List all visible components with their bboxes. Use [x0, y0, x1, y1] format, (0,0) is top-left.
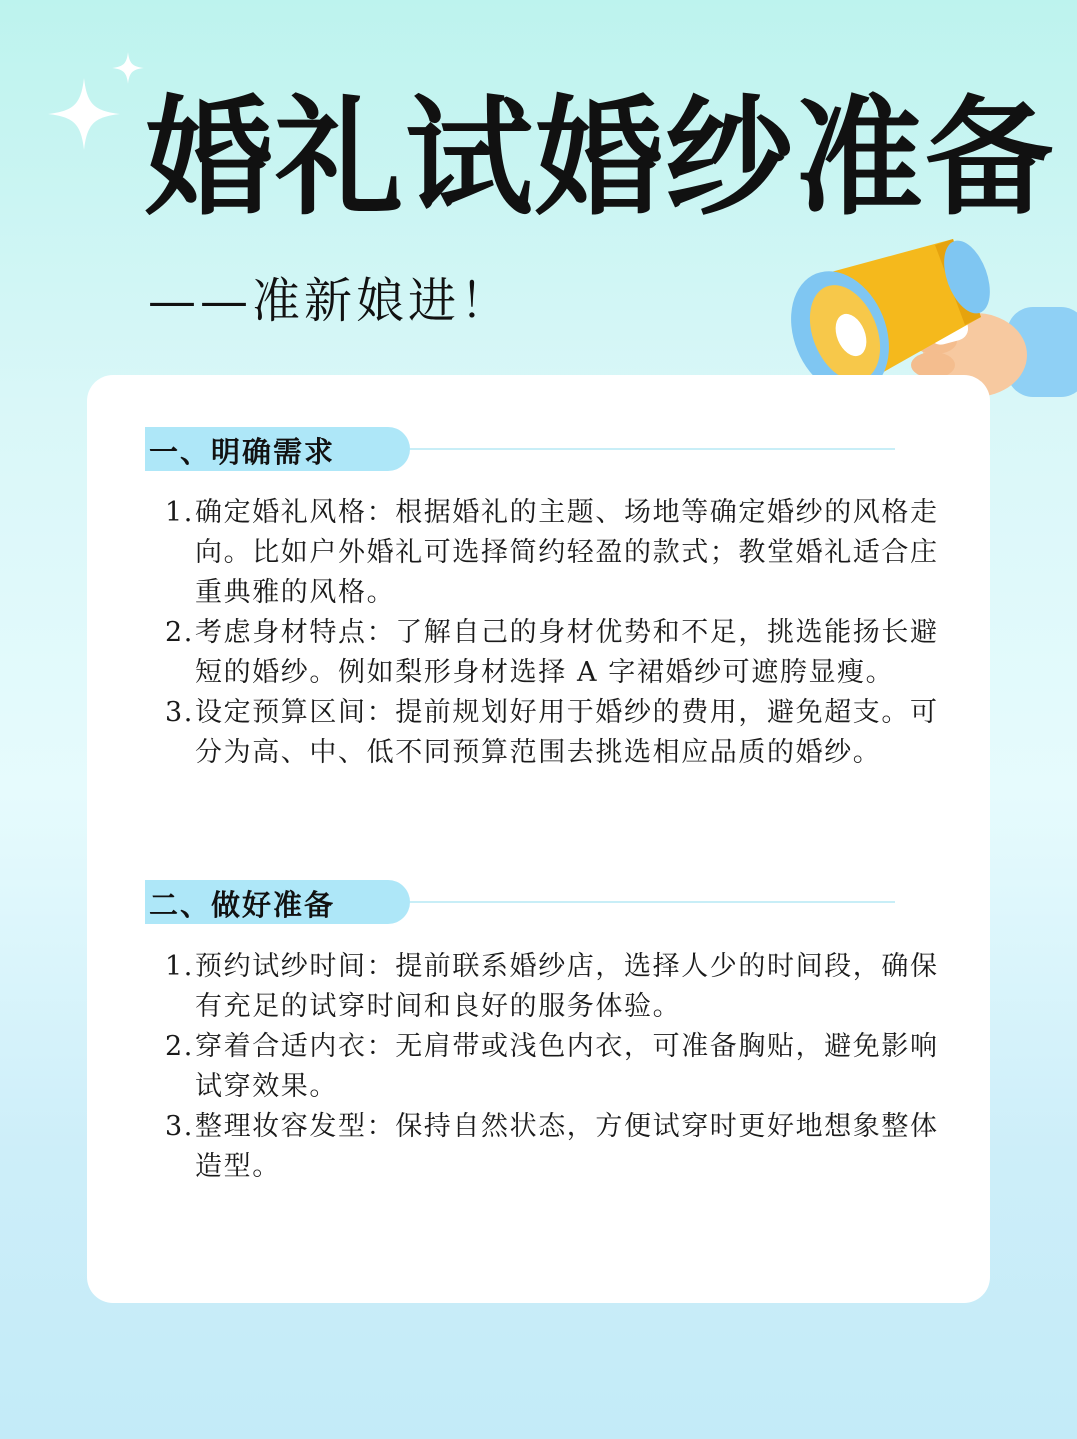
sparkle-star-icon — [112, 52, 144, 84]
item-text: 预约试纱时间：提前联系婚纱店，选择人少的时间段，确保有充足的试穿时间和良好的服务体验。 — [195, 951, 939, 1022]
section-divider — [410, 901, 895, 903]
item-text: 确定婚礼风格：根据婚礼的主题、场地等确定婚纱的风格走向。比如户外婚礼可选择简约轻盈的款式；教堂婚礼适合庄重典雅的风格。 — [195, 497, 939, 608]
section-divider — [410, 448, 895, 450]
section-header — [145, 427, 845, 471]
item-number: 2. — [165, 617, 194, 648]
section-title: 一、明确需求 — [149, 435, 336, 469]
list-item — [165, 1027, 945, 1107]
section-header — [145, 880, 845, 924]
section-list — [165, 947, 945, 1187]
list-item — [165, 947, 945, 1027]
item-text: 整理妆容发型：保持自然状态，方便试穿时更好地想象整体造型。 — [195, 1111, 939, 1182]
list-item — [165, 693, 945, 773]
list-item — [165, 1107, 945, 1187]
item-text: 考虑身材特点：了解自己的身材优势和不足，挑选能扬长避短的婚纱。例如梨形身材选择 A 字裙婚纱可遮胯显瘦。 — [195, 617, 939, 688]
item-text: 设定预算区间：提前规划好用于婚纱的费用，避免超支。可分为高、中、低不同预算范围去挑选相应品质的婚纱。 — [195, 697, 939, 768]
list-item — [165, 493, 945, 613]
content-card — [87, 375, 990, 1303]
item-text: 穿着合适内衣：无肩带或浅色内衣，可准备胸贴，避免影响试穿效果。 — [195, 1031, 939, 1102]
item-number: 3. — [165, 697, 194, 728]
item-number: 3. — [165, 1111, 194, 1142]
section-title: 二、做好准备 — [149, 888, 336, 922]
item-number: 2. — [165, 1031, 194, 1062]
section-list — [165, 493, 945, 773]
sparkle-star-icon — [48, 78, 120, 150]
page-subtitle: ——准新娘进！ — [148, 273, 513, 329]
list-item — [165, 613, 945, 693]
item-number: 1. — [165, 951, 194, 982]
page-title: 婚礼试婚纱准备 — [145, 83, 1056, 233]
item-number: 1. — [165, 497, 194, 528]
